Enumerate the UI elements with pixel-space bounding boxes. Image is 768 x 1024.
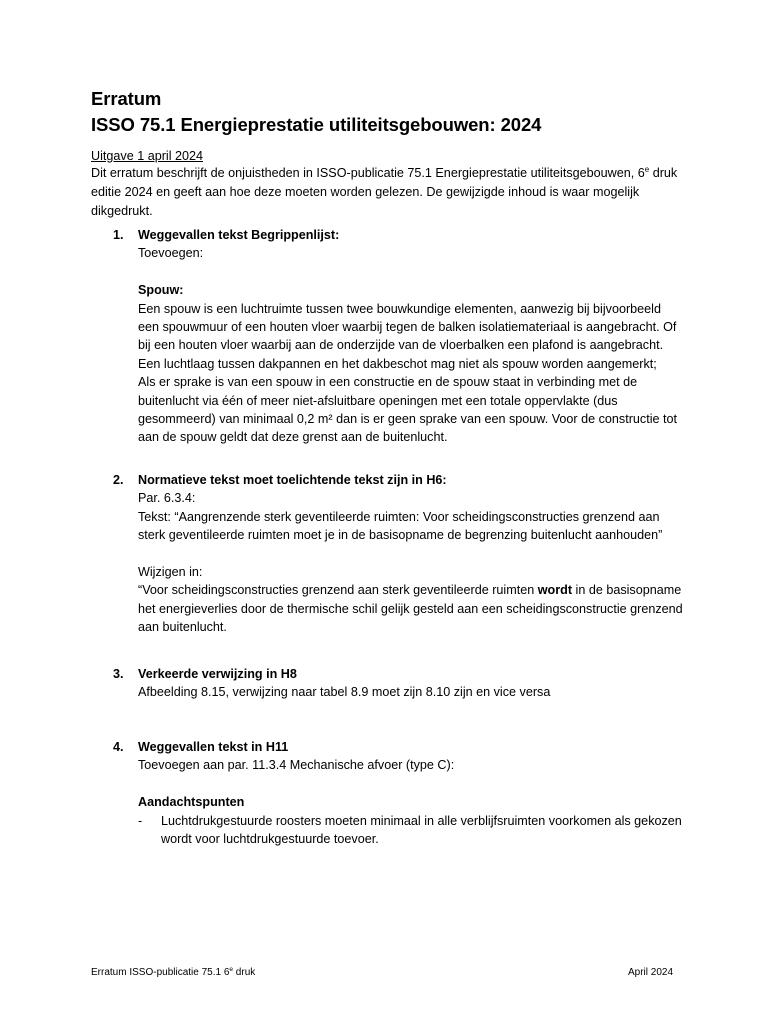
footer-date: April 2024 [628, 967, 674, 978]
intro-text-part1: Dit erratum beschrijft de onjuistheden in ISSO-publicatie 75.1 Energieprestatie utiliteitsgebouwen, 6 [91, 166, 645, 180]
old-text: Tekst: “Aangrenzende sterk geventileerde ruimten: Voor scheidingsconstructies grenzend aan sterk geventileerde ruimten moet je in de basisopname de begrenzing buitenlucht aanhouden” [138, 509, 663, 543]
item-content [138, 738, 683, 848]
new-text-after: in de basisopname het energieverlies door de thermische schil gelijk gesteld aan een scheidingsconstructie grenzend aan buitenlucht. [138, 583, 683, 635]
intro-text-part2: druk editie 2024 en geeft aan hoe deze moeten worden gelezen. De gewijzigde inhoud is waar mogelijk dikgedrukt. [91, 166, 678, 218]
item-action: Toevoegen: [138, 246, 204, 261]
term-definition: Een spouw is een luchtruimte tussen twee bouwkundige elementen, aanwezig bij bijvoorbeeld een spouwmuur of een houten vloer waarbij tegen de balken isolatiemateriaal is aangebracht. Of bij een houten vloer waarbij aan de onderzijde van de vloerbalken een plafond is aangebracht. Een luchtlaag tussen dakpannen en het dakbeschot mag niet als spouw worden aangemerkt; [138, 301, 677, 371]
item-content [138, 665, 683, 702]
bullet-item [138, 812, 683, 849]
item-heading: Verkeerde verwijzing in H8 [138, 667, 297, 681]
subheading: Aandachtspunten [138, 795, 245, 810]
issue-date: Uitgave 1 april 2024 [91, 149, 204, 163]
bullet-dash: - [138, 813, 143, 828]
paragraph-reference: Par. 6.3.4: [138, 491, 196, 506]
bullet-text: Luchtdrukgestuurde roosters moeten minimaal in alle verblijfsruimten voorkomen als gekozen wordt voor luchtdrukgestuurde toevoer. [161, 813, 682, 847]
footer-publication [91, 966, 255, 980]
item-heading: Weggevallen tekst in H11 [138, 740, 289, 754]
intro-paragraph [91, 164, 691, 221]
item-heading: Weggevallen tekst Begrippenlijst: [138, 228, 340, 242]
item-action: Toevoegen aan par. 11.3.4 Mechanische afvoer (type C): [138, 758, 455, 773]
new-text-before: “Voor scheidingsconstructies grenzend aan sterk geventileerde ruimten [138, 583, 538, 598]
document-subtitle: ISSO 75.1 Energieprestatie utiliteitsgebouwen: 2024 [91, 114, 542, 135]
item-content [138, 471, 683, 637]
item-number: 4. [113, 740, 124, 754]
item-number: 2. [113, 473, 124, 487]
new-text [138, 581, 683, 636]
document-title: Erratum [91, 88, 162, 109]
term-label: Spouw: [138, 283, 184, 298]
item-text: Afbeelding 8.15, verwijzing naar tabel 8.9 moet zijn 8.10 zijn en vice versa [138, 685, 551, 700]
term-exception: Als er sprake is van een spouw in een constructie en de spouw staat in verbinding met de buitenlucht via één of meer niet-afsluitbare openingen met een totale oppervlakte (dus gesommeerd) van minimaal 0,2 m² dan is er geen sprake van een spouw. Voor de constructie tot aan de spouw geldt dat deze grenst aan de buitenlucht. [138, 375, 678, 445]
item-heading: Normatieve tekst moet toelichtende tekst zijn in H6: [138, 473, 447, 487]
intro-superscript: e [644, 165, 650, 174]
footer-superscript: e [229, 966, 234, 973]
item-number: 1. [113, 228, 124, 242]
footer-left-part2: druk [233, 967, 256, 978]
change-label: Wijzigen in: [138, 565, 203, 580]
footer-left-part1: Erratum ISSO-publicatie 75.1 6 [91, 967, 230, 978]
item-content [138, 226, 683, 447]
new-text-bold: wordt [537, 583, 573, 598]
item-number: 3. [113, 667, 124, 681]
